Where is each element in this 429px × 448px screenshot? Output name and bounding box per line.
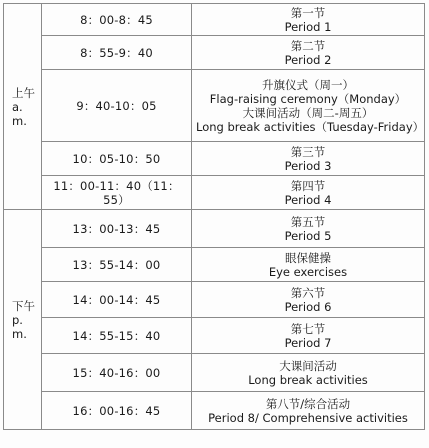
time-text: 14：55-15：40 [72,328,161,343]
time-cell [42,36,192,70]
table-row [4,70,425,142]
period-label-en-2: m. [12,326,27,341]
activity-cell [192,142,425,176]
table-row [4,248,425,282]
activity-zh: 第七节 [290,321,326,336]
table-row [4,176,425,210]
time-text: 9：40-10：05 [76,98,157,113]
time-text: 8：00-8：45 [80,12,153,27]
time-cell [42,248,192,282]
period-cell-morning [4,4,42,210]
period-cell-afternoon [4,210,42,430]
activity-cell [192,70,425,142]
activity-en: Period 2 [284,52,332,67]
time-text: 15：40-16：00 [72,365,161,380]
activity-zh: 第三节 [290,144,326,159]
time-cell [42,4,192,36]
activity-en: Period 8/ Comprehensive activities [208,410,408,425]
time-cell [42,70,192,142]
activity-zh: 升旗仪式（周一） [262,77,354,92]
activity-en: Period 4 [284,192,332,207]
activity-en: Period 1 [284,19,332,34]
activity-en: Flag-raising ceremony（Monday） [209,91,407,106]
period-label-en-2: m. [12,113,27,128]
activity-cell [192,318,425,354]
activity-cell [192,248,425,282]
time-text: 11：00-11：40（11： [53,178,180,193]
time-text: 16：00-16：45 [72,403,161,418]
daily-timetable [3,3,425,430]
time-cell [42,210,192,248]
period-label-zh: 上午 [12,85,35,100]
table-row [4,36,425,70]
table-row [4,142,425,176]
time-text: 13：00-13：45 [72,221,161,236]
table-row [4,4,425,36]
activity-en: Eye exercises [268,264,348,279]
activity-zh: 第八节/综合活动 [265,396,351,411]
period-label-zh: 下午 [12,298,35,313]
table-row [4,392,425,430]
activity-en: Long break activities [248,372,368,387]
period-label-en-1: a. [12,99,23,114]
activity-en: Period 6 [284,299,332,314]
activity-cell [192,36,425,70]
activity-zh: 第四节 [290,178,326,193]
table-row [4,318,425,354]
time-cell [42,142,192,176]
time-cell [42,354,192,392]
table-row [4,282,425,318]
activity-cell [192,282,425,318]
activity-cell [192,176,425,210]
activity-cell [192,354,425,392]
time-text: 14：00-14：45 [72,292,161,307]
time-cell [42,282,192,318]
time-cell [42,392,192,430]
activity-zh: 第五节 [290,214,326,229]
period-label-en-1: p. [12,312,23,327]
table-row [4,210,425,248]
activity-zh: 大课间活动 [279,358,337,373]
activity-en: Period 3 [284,158,332,173]
activity-zh: 第二节 [290,38,326,53]
activity-cell [192,210,425,248]
activity-zh: 眼保健操 [285,250,331,265]
time-cell [42,318,192,354]
time-text: 8：55-9：40 [80,45,153,60]
activity-en: Period 5 [284,228,332,243]
activity-cell [192,392,425,430]
time-cell [42,176,192,210]
activity-zh: 第六节 [290,285,326,300]
time-text: 13：55-14：00 [72,257,161,272]
time-text-cont: 55） [103,192,130,207]
activity-zh: 第一节 [290,5,326,20]
table-row [4,354,425,392]
activity-zh-2: 大课间活动（周二-周五） [242,105,374,120]
time-text: 10：05-10：50 [72,151,161,166]
activity-cell [192,4,425,36]
activity-en-2: Long break activities（Tuesday-Friday） [196,119,425,134]
activity-en: Period 7 [284,335,332,350]
